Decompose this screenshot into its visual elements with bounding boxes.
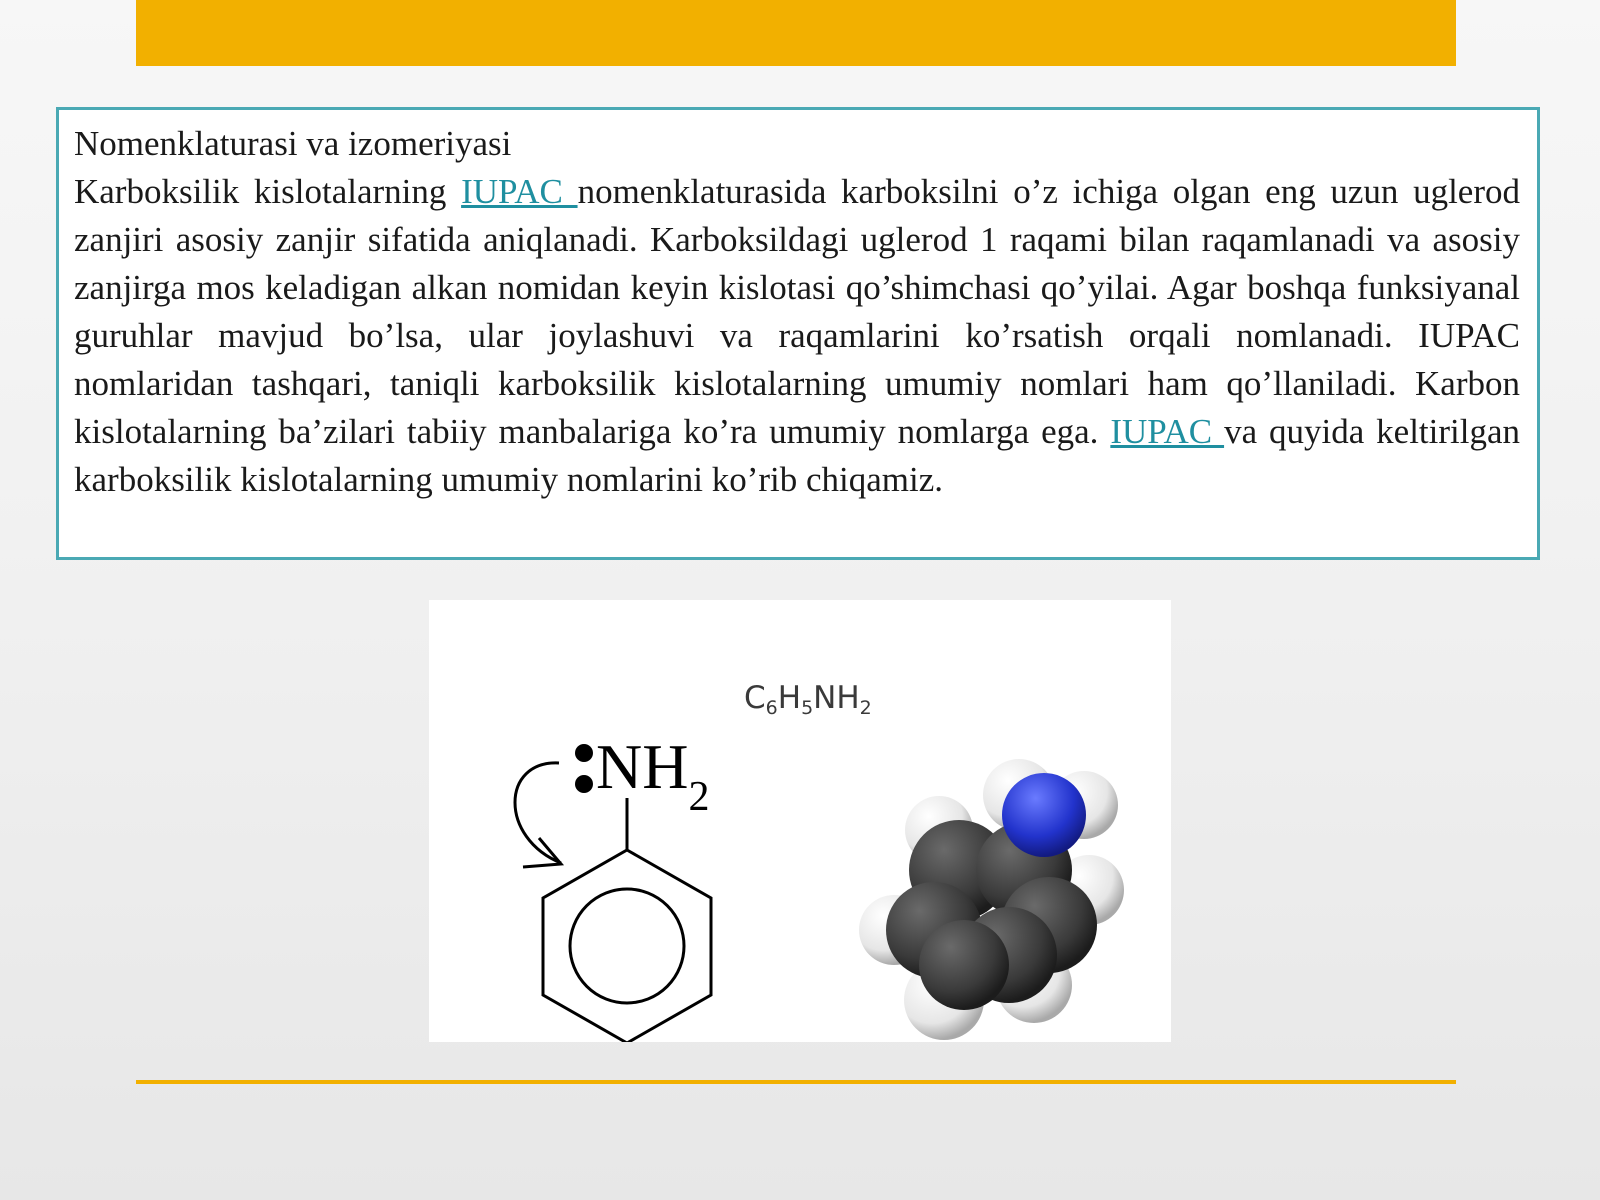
aniline-structure-diagram (499, 730, 759, 1042)
aromatic-circle (570, 889, 684, 1003)
paragraph-part-1: Karboksilik kislotalarning (74, 172, 462, 211)
paragraph-part-3: va quyida keltirilgan karboksilik kislotalarning umumiy nomlarini ko’rib chiqamiz. (74, 412, 1521, 499)
top-accent-bar (136, 0, 1456, 66)
aniline-image (429, 600, 1171, 1042)
iupac-link-2[interactable]: IUPAC (1110, 412, 1225, 451)
bottom-accent-line (136, 1080, 1456, 1084)
iupac-link-1[interactable]: IUPAC (461, 172, 578, 211)
slide-heading: Nomenklaturasi va izomeriyasi (74, 124, 512, 163)
carbon-atom (919, 920, 1009, 1010)
nitrogen-atom (1002, 773, 1086, 857)
benzene-ring (543, 850, 711, 1042)
space-filling-model (859, 750, 1149, 1042)
electron-arrow (515, 763, 561, 863)
molecular-formula: $C_6H_5NH_2$ (744, 680, 872, 719)
lone-pair-dot-bottom (575, 775, 593, 793)
nh2-group-label: $NH_2$ (596, 731, 710, 820)
paragraph-part-2: nomenklaturasida karboksilni o’z ichiga olgan eng uzun uglerod zanjiri asosiy zanjir sifatida aniqlanadi. Karboksildagi uglerod 1 raqami bilan raqamlanadi va asosiy zanjirga mos keladigan alkan nomidan keyin kislotasi qo’shimchasi qo’yilai. Agar boshqa funksiyanal guruhlar mavjud bo’lsa, ular joylashuvi va raqamlarini ko’rsatish orqali nomlanadi. IUPAC nomlaridan tashqari, taniqli karboksilik kislotalarning umumiy nomlari ham qo’llaniladi. Karbon kislotalarning ba’zilari tabiiy manbalariga ko’ra umumiy nomlarga ega. (74, 172, 1520, 451)
text-box (56, 107, 1540, 560)
body-paragraph (74, 168, 1520, 504)
lone-pair-dot-top (575, 744, 593, 762)
